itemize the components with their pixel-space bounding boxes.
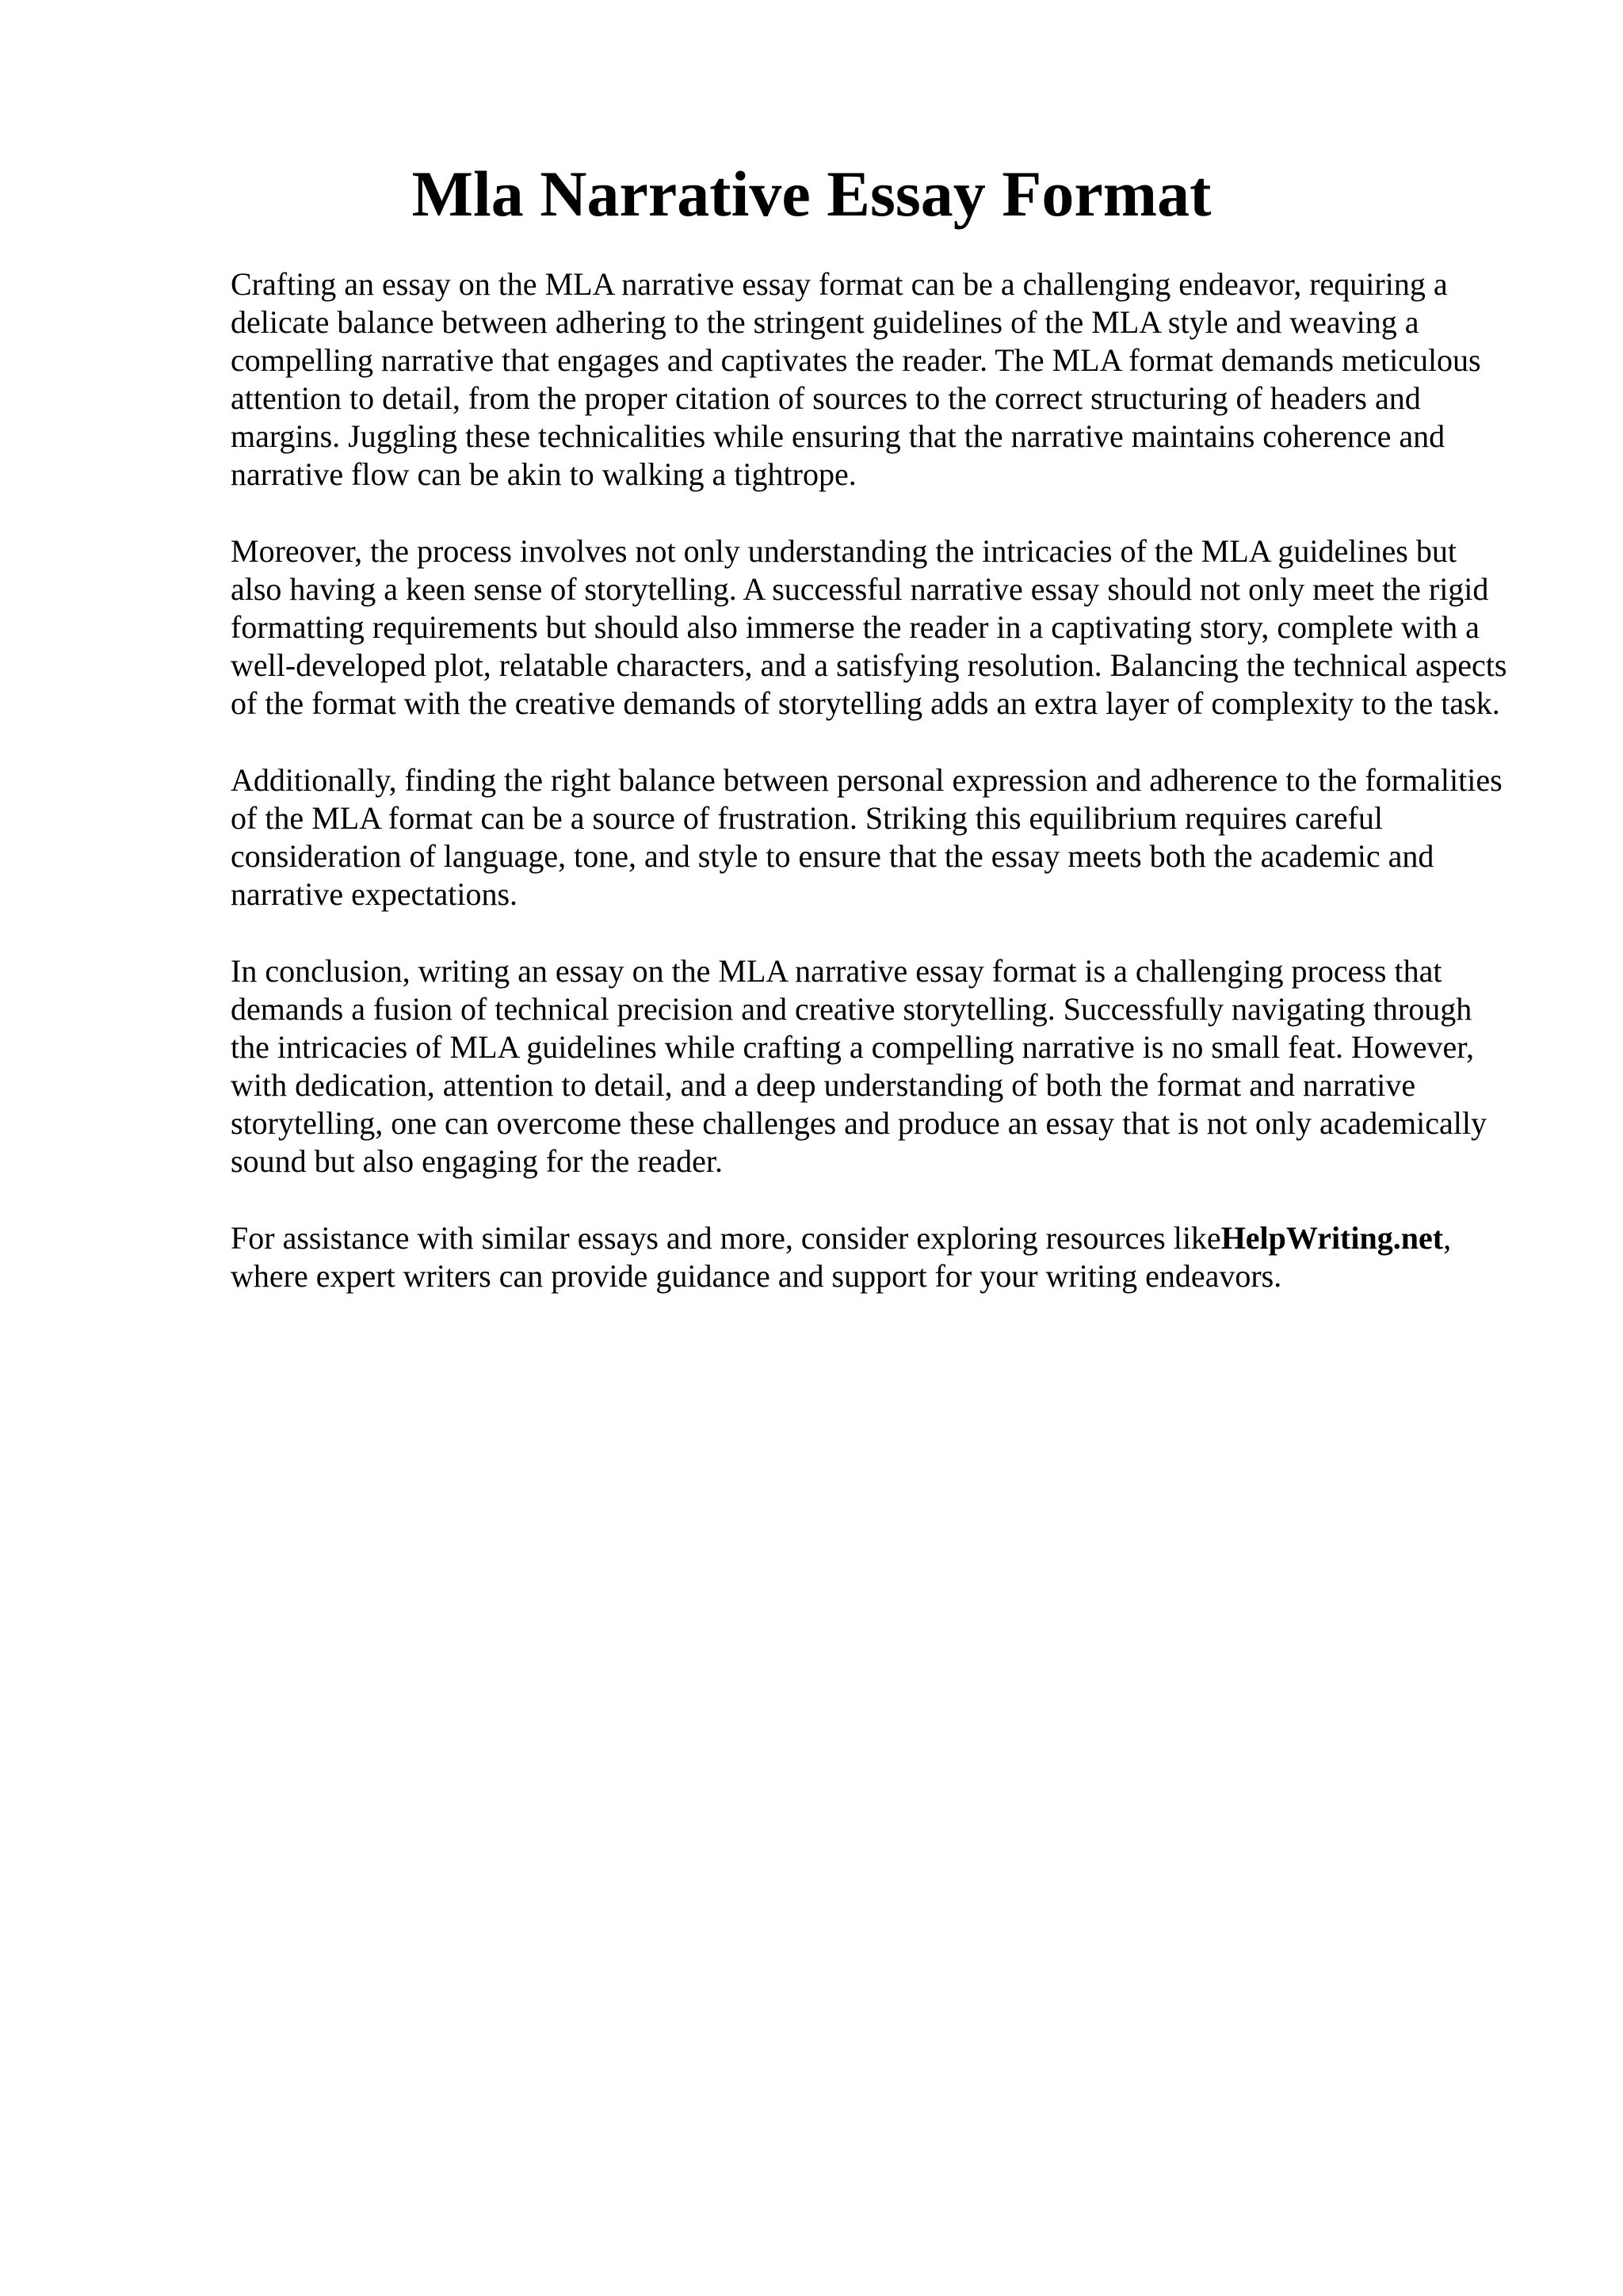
- brand-name: HelpWriting.net: [1220, 1220, 1444, 1256]
- closing-text-after: , where expert writers can provide guidance and support for your writing endeavors.: [231, 1220, 1452, 1294]
- paragraph-2: Moreover, the process involves not only understanding the intricacies of the MLA guidelines but also having a keen sense of storytelling. A successful narrative essay should not only meet the rigid formatting requirements but should also immerse the reader in a captivating story, complete with a well-developed plot, relatable characters, and a satisfying resolution. Balancing the technical aspects of the format with the creative demands of storytelling adds an extra layer of complexity to the task.: [231, 533, 1507, 721]
- paragraph-3: Additionally, finding the right balance between personal expression and adherence to the formalities of the MLA format can be a source of frustration. Striking this equilibrium requires careful consideration of language, tone, and style to ensure that the essay meets both the academic and narrative expectations.: [231, 762, 1503, 912]
- paragraph-1: Crafting an essay on the MLA narrative essay format can be a challenging endeavor, requiring a delicate balance between adhering to the stringent guidelines of the MLA style and weaving a compelling narrative that engages and captivates the reader. The MLA format demands meticulous attention to detail, from the proper citation of sources to the correct structuring of headers and margins. Juggling these technicalities while ensuring that the narrative maintains coherence and narrative flow can be akin to walking a tightrope.: [231, 266, 1481, 492]
- document-body: [231, 265, 1514, 1334]
- paragraph-4: In conclusion, writing an essay on the MLA narrative essay format is a challenging process that demands a fusion of technical precision and creative storytelling. Successfully navigating through the intricacies of MLA guidelines while crafting a compelling narrative is no small feat. However, with dedication, attention to detail, and a deep understanding of both the format and narrative storytelling, one can overcome these challenges and produce an essay that is not only academically sound but also engaging for the reader.: [231, 953, 1487, 1179]
- closing-text-before: For assistance with similar essays and more, consider exploring resources like: [231, 1220, 1221, 1256]
- document-title: Mla Narrative Essay Format: [411, 158, 1212, 230]
- closing-paragraph: [231, 1219, 1514, 1295]
